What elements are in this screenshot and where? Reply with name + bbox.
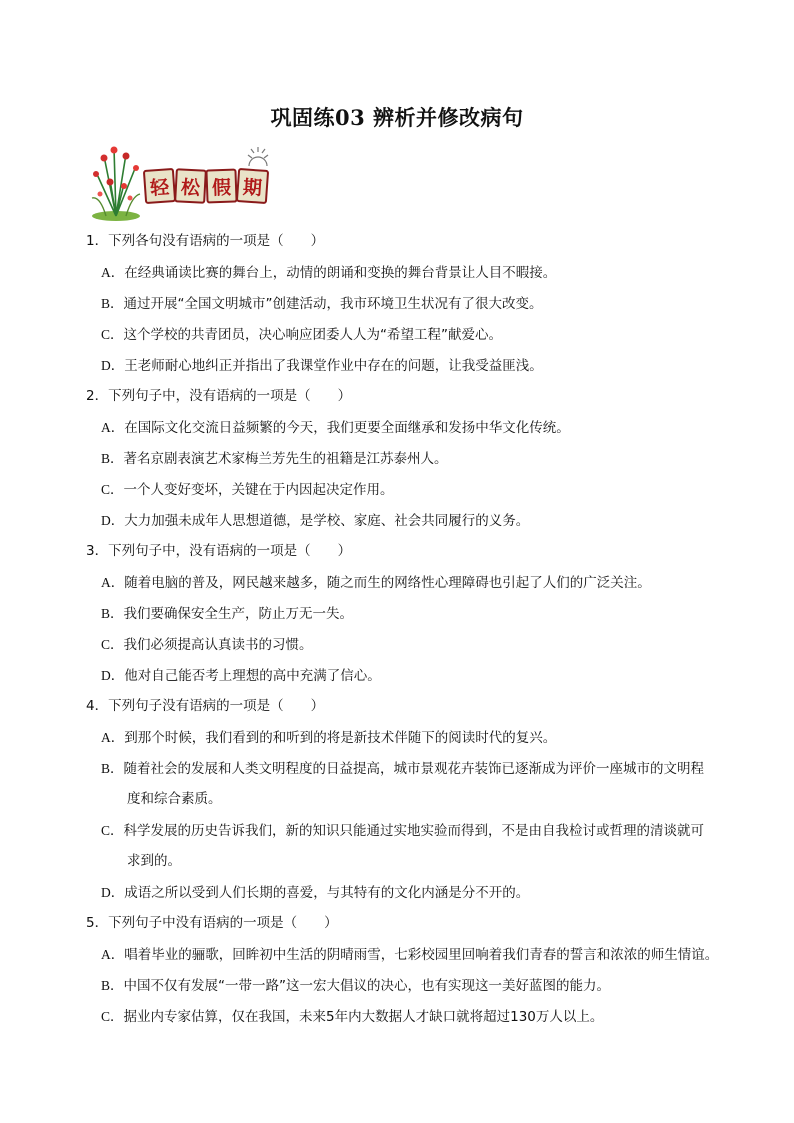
question-4 [86,691,766,908]
option-label: C． [101,1009,124,1024]
option-text: 王老师耐心地纠正并指出了我课堂作业中存在的问题，让我受益匪浅。 [124,358,543,374]
option-label: A． [101,575,125,590]
option-text: 他对自己能否考上理想的高中充满了信心。 [124,668,381,684]
option-label: C． [101,637,124,652]
banner-char: 松 [174,168,207,204]
option-label: B． [101,761,124,776]
page-title: 巩固练03 辨析并修改病句 [270,105,524,130]
option-label: D． [101,668,125,683]
question-5 [86,908,766,1032]
option-a [86,257,766,288]
option-text: 中国不仅有发展“一带一路”这一宏大倡议的决心，也有实现这一美好蓝图的能力。 [123,978,611,994]
option-label: B． [101,451,124,466]
option-label: B． [101,606,124,621]
option-label: D． [101,885,125,900]
option-a [86,412,766,443]
question-2 [86,381,766,536]
option-text: 我们必须提高认真读书的习惯。 [123,637,313,653]
option-text: 成语之所以受到人们长期的喜爱，与其特有的文化内涵是分不开的。 [124,885,530,901]
question-stem: 2．下列句子中，没有语病的一项是（ ） [86,388,352,404]
option-b [86,443,766,474]
question-3 [86,536,766,691]
question-stem: 3．下列句子中，没有语病的一项是（ ） [86,543,352,559]
banner-char: 轻 [143,168,176,204]
option-label: A． [101,420,125,435]
option-text: 大力加强未成年人思想道德，是学校、家庭、社会共同履行的义务。 [124,513,530,529]
option-label: C． [101,823,124,838]
question-1 [86,226,766,381]
holiday-banner [86,136,276,222]
option-label: A． [101,947,125,962]
question-list [86,226,766,1032]
question-stem: 1．下列各句没有语病的一项是（ ） [86,233,325,249]
option-text: 这个学校的共青团员，决心响应团委人人为“希望工程”献爱心。 [123,327,503,343]
option-c [86,815,766,846]
option-label: A． [101,730,125,745]
option-text: 随着电脑的普及，网民越来越多，随之而生的网络性心理障碍也引起了人们的广泛关注。 [124,575,651,591]
option-c-continued: 求到的。 [127,853,181,869]
option-a [86,722,766,753]
option-label: A． [101,265,125,280]
option-d [86,660,766,691]
option-b-continued: 度和综合素质。 [127,791,222,807]
option-text: 在国际文化交流日益频繁的今天，我们更要全面继承和发扬中华文化传统。 [124,420,570,436]
option-d [86,505,766,536]
option-text: 一个人变好变坏，关键在于内因起决定作用。 [123,482,394,498]
banner-char: 假 [205,168,237,203]
option-label: B． [101,296,124,311]
banner-title [144,166,268,206]
option-text: 我们要确保安全生产，防止万无一失。 [123,606,354,622]
option-label: D． [101,358,125,373]
option-c [86,629,766,660]
option-b [86,598,766,629]
option-c [86,474,766,505]
option-b [86,970,766,1001]
option-b [86,753,766,784]
option-text: 随着社会的发展和人类文明程度的日益提高，城市景观花卉装饰已逐渐成为评价一座城市的文明程 [123,761,705,777]
option-text: 通过开展“全国文明城市”创建活动，我市环境卫生状况有了很大改变。 [123,296,543,312]
option-a [86,567,766,598]
option-a [86,939,766,970]
flower-icon [86,136,146,222]
question-stem: 5．下列句子中没有语病的一项是（ ） [86,915,338,931]
option-text: 著名京剧表演艺术家梅兰芳先生的祖籍是江苏泰州人。 [123,451,448,467]
option-text: 在经典诵读比赛的舞台上，动情的朗诵和变换的舞台背景让人目不暇接。 [124,265,557,281]
option-label: D． [101,513,125,528]
option-c [86,319,766,350]
option-d [86,350,766,381]
option-label: C． [101,482,124,497]
option-text: 唱着毕业的骊歌，回眸初中生活的阴晴雨雪，七彩校园里回响着我们青春的誓言和浓浓的师生情谊。 [124,947,719,963]
option-d [86,877,766,908]
question-stem: 4．下列句子没有语病的一项是（ ） [86,698,325,714]
option-label: B． [101,978,124,993]
option-label: C． [101,327,124,342]
banner-char: 期 [236,168,269,204]
sun-icon [246,146,270,168]
option-text: 科学发展的历史告诉我们，新的知识只能通过实地实验而得到，不是由自我检讨或哲理的清谈就可 [123,823,705,839]
option-text: 据业内专家估算，仅在我国，未来5年内大数据人才缺口就将超过130万人以上。 [123,1009,604,1025]
option-text: 到那个时候，我们看到的和听到的将是新技术伴随下的阅读时代的复兴。 [124,730,557,746]
option-c [86,1001,766,1032]
option-b [86,288,766,319]
